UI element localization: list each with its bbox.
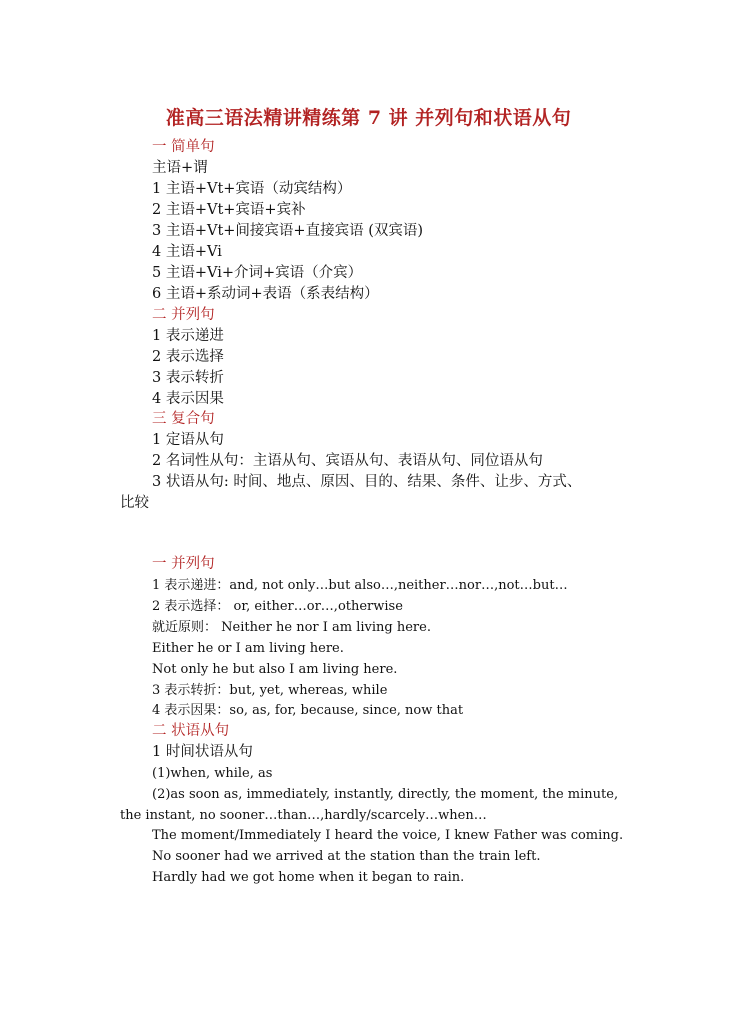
section-heading-compound-sentence: 二 并列句 (152, 307, 215, 323)
section-heading-complex-sentence: 三 复合句 (152, 411, 215, 427)
section-heading-simple-sentence: 一 简单句 (152, 139, 215, 155)
outline-item: 2 名词性从句：主语从句、宾语从句、表语从句、同位语从句 (152, 453, 543, 469)
section-heading-adverbial-clause: 二 状语从句 (152, 723, 230, 739)
outline-item: 1 主语+Vt+宾语（动宾结构） (152, 181, 352, 197)
example-sentence: Hardly had we got home when it began to rain. (152, 870, 465, 885)
example-sentence: No sooner had we arrived at the station than the train left. (152, 849, 541, 864)
outline-item: 3 主语+Vt+间接宾语+直接宾语 (双宾语) (152, 223, 424, 239)
detail-line: Not only he but also I am living here. (152, 662, 398, 677)
outline-item: 1 定语从句 (152, 432, 224, 448)
detail-line: 2 表示选择： or, either…or…,otherwise (152, 599, 403, 614)
detail-line: 4 表示因果：so, as, for, because, since, now that (152, 703, 464, 718)
detail-line: 1 表示递进：and, not only…but also…,neither…nor…,not…but… (152, 578, 568, 593)
outline-item: 2 表示选择 (152, 349, 224, 365)
detail-line: (1)when, while, as (152, 766, 273, 781)
outline-item: 6 主语+系动词+表语（系表结构） (152, 286, 379, 302)
outline-item: 4 主语+Vi (152, 244, 222, 260)
document-title: 准高三语法精讲精练第 7 讲 并列句和状语从句 (165, 107, 572, 129)
subheading-time-clause: 1 时间状语从句 (152, 744, 253, 760)
outline-item: 3 表示转折 (152, 370, 224, 386)
example-sentence: The moment/Immediately I heard the voice, I knew Father was coming. (152, 828, 624, 843)
outline-item: 5 主语+Vi+介词+宾语（介宾） (152, 265, 363, 281)
outline-item: 4 表示因果 (152, 391, 224, 407)
detail-line: 3 表示转折：but, yet, whereas, while (152, 683, 388, 698)
outline-item: 3 状语从句: 时间、地点、原因、目的、结果、条件、让步、方式、 (152, 474, 582, 490)
outline-item: 主语+谓 (152, 160, 208, 176)
section-heading-compound-detail: 一 并列句 (152, 556, 215, 572)
detail-line: (2)as soon as, immediately, instantly, directly, the moment, the minute, (152, 787, 619, 802)
detail-line: 就近原则： Neither he nor I am living here. (152, 620, 431, 635)
detail-line-continuation: the instant, no sooner…than…,hardly/scarcely…when… (120, 808, 487, 823)
outline-item: 2 主语+Vt+宾语+宾补 (152, 202, 306, 218)
outline-item-continuation: 比较 (120, 495, 149, 511)
detail-line: Either he or I am living here. (152, 641, 344, 656)
outline-item: 1 表示递进 (152, 328, 224, 344)
